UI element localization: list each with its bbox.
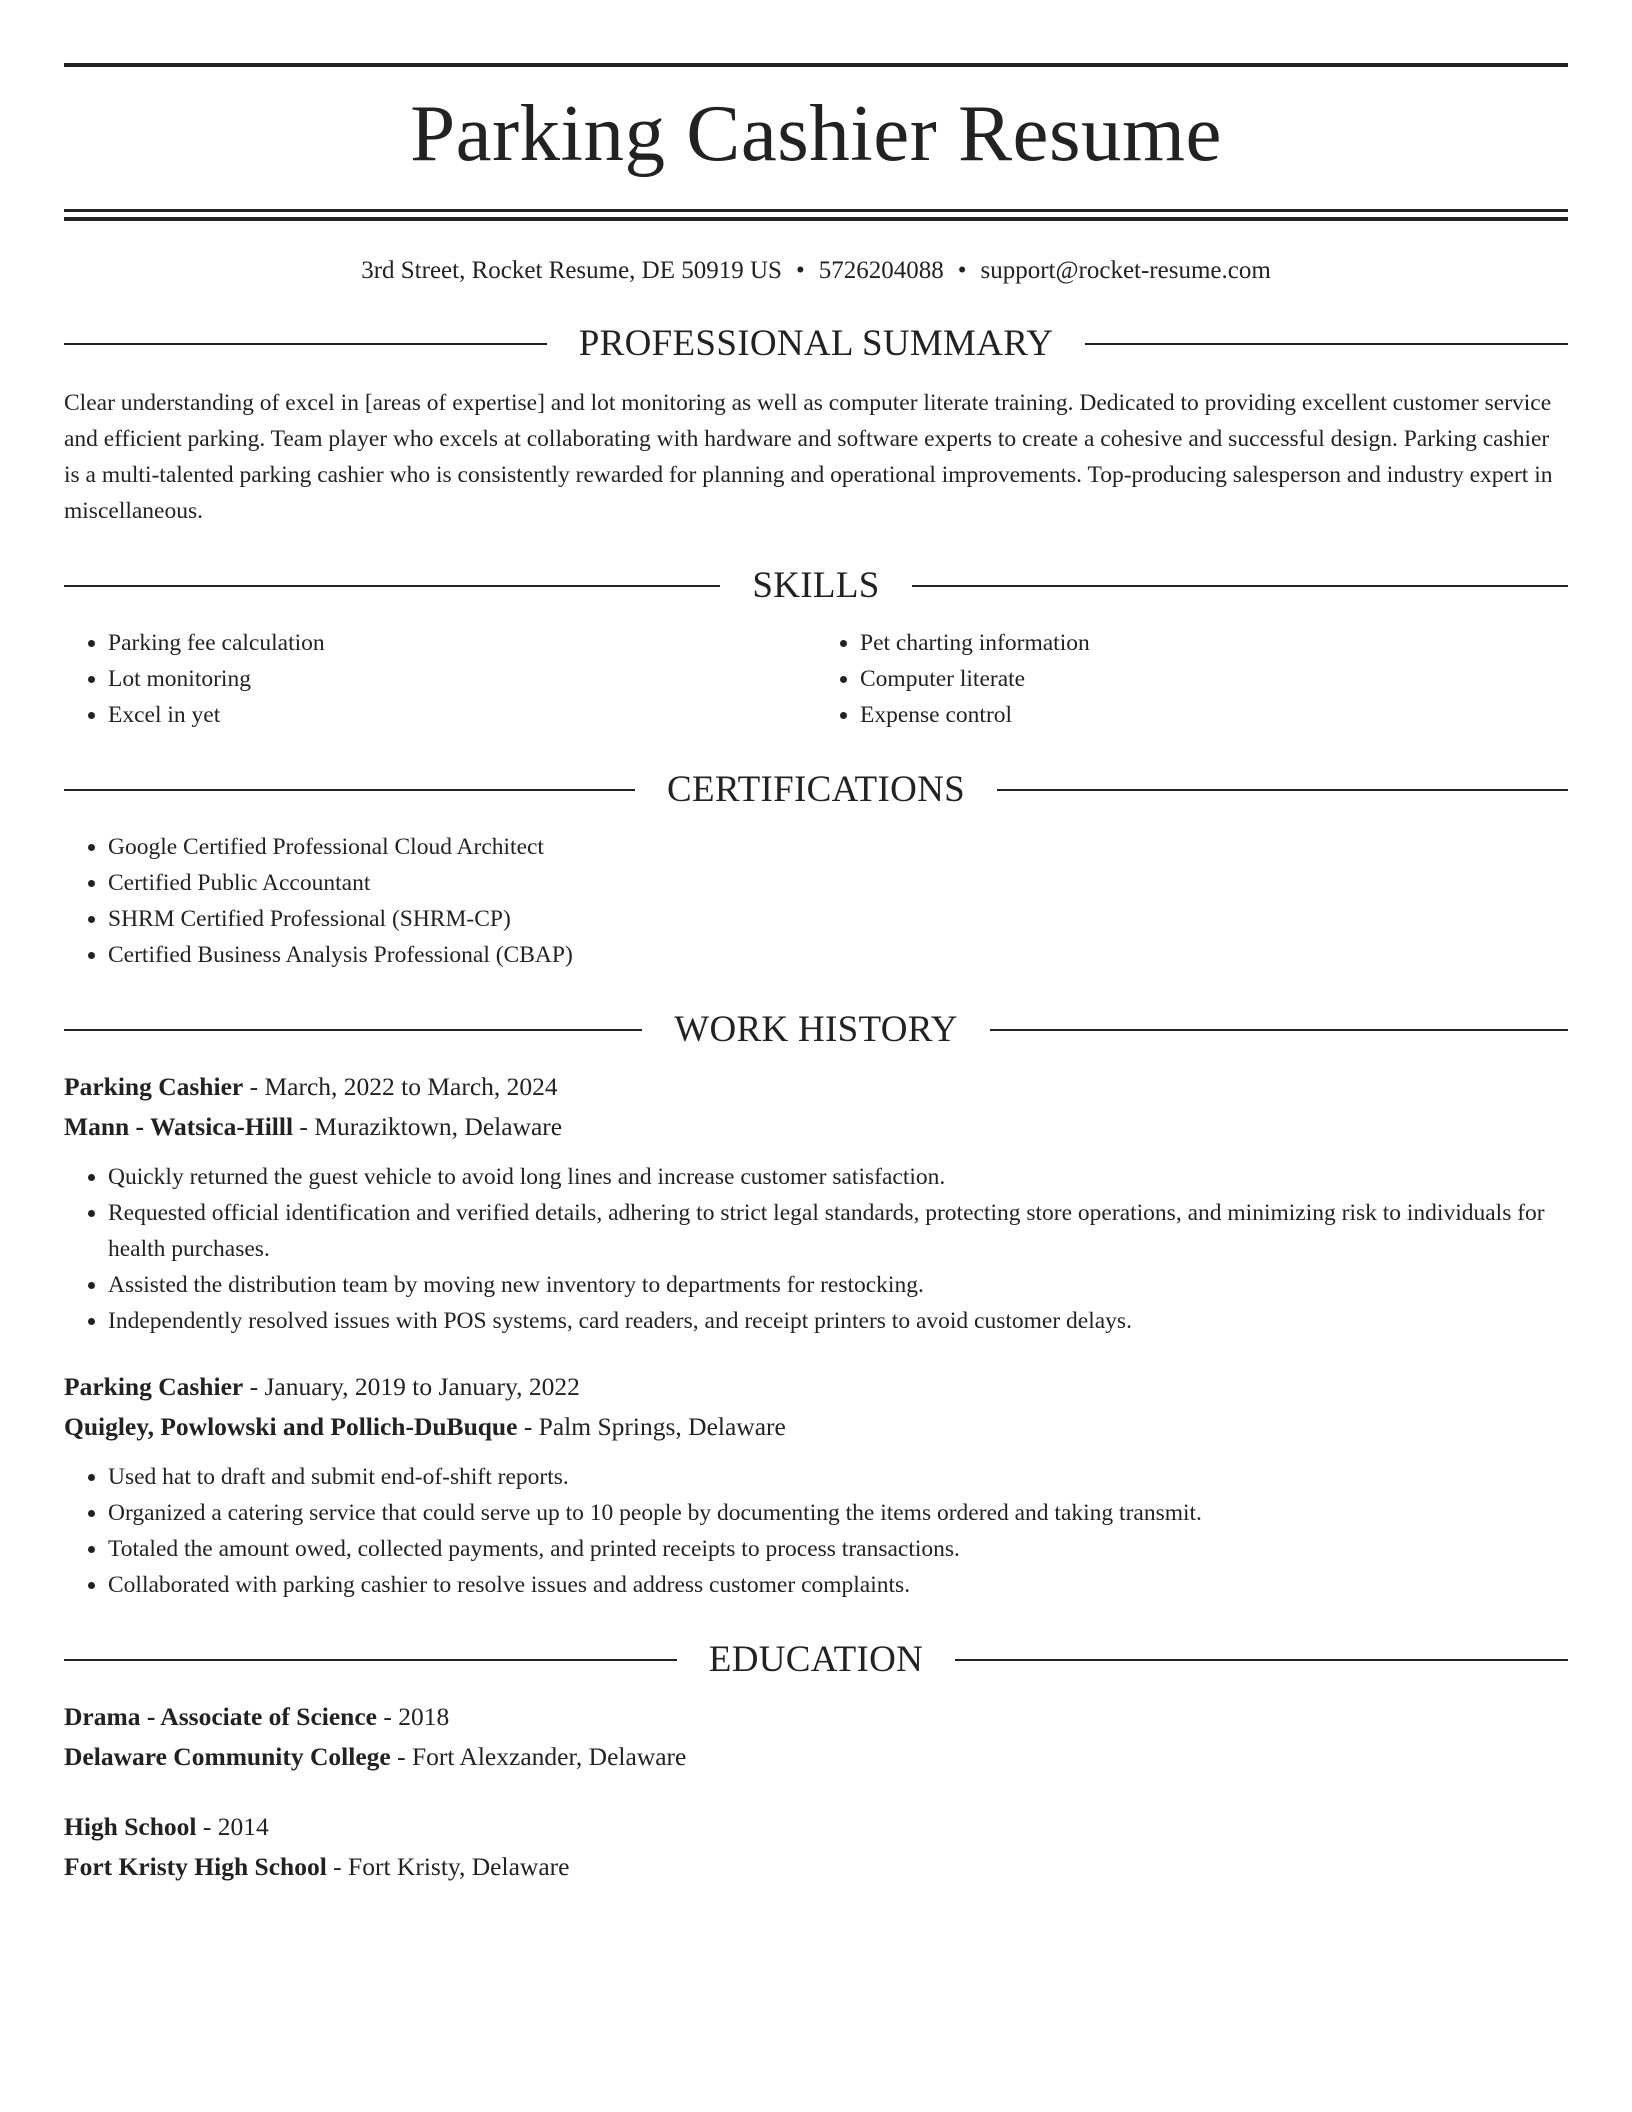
education-degree: High School — [64, 1812, 197, 1841]
summary-text: Clear understanding of excel in [areas of expertise] and lot monitoring as well as computer literate training. Dedicated to providing excellent customer service and efficient parking. Team player who excels at collaborating with hardware and software experts to create a cohesive and successful design. Parking cashier is a multi-talented parking cashier who is consistently rewarded for planning and operational improvements. Top-producing salesperson and industry expert in miscellaneous. — [64, 390, 1553, 524]
section-heading-work-history — [64, 1009, 1568, 1051]
education-school-line — [64, 1847, 1568, 1887]
section-heading-certifications — [64, 769, 1568, 811]
education-degree: Drama - Associate of Science — [64, 1702, 377, 1731]
contact-phone[interactable]: 5726204088 — [818, 257, 944, 284]
job-company-line — [64, 1107, 1568, 1147]
job-company: Quigley, Powlowski and Pollich-DuBuque — [64, 1412, 518, 1441]
skills-column-right — [816, 625, 1568, 733]
certification-item: • SHRM Certified Professional (SHRM-CP) — [108, 901, 1568, 937]
education-entry — [64, 1697, 1568, 1777]
job-location: - Muraziktown, Delaware — [293, 1112, 563, 1141]
job-duty-item: • Collaborated with parking cashier to resolve issues and address customer complaints. — [108, 1567, 1568, 1603]
job-title: Parking Cashier — [64, 1072, 244, 1101]
job-duty-item: • Organized a catering service that could serve up to 10 people by documenting the items ordered and taking transmit. — [108, 1495, 1568, 1531]
top-rule — [64, 63, 1568, 67]
education-school: Delaware Community College — [64, 1742, 391, 1771]
certification-item: • Certified Business Analysis Professional (CBAP) — [108, 937, 1568, 973]
contact-address: 3rd Street, Rocket Resume, DE 50919 US — [361, 257, 782, 284]
section-title: CERTIFICATIONS — [667, 769, 965, 810]
title-double-rule — [64, 209, 1568, 221]
heading-rule-left — [64, 789, 635, 791]
education-degree-line — [64, 1807, 1568, 1847]
heading-rule-left — [64, 1029, 642, 1031]
job-title-line — [64, 1367, 1568, 1407]
section-heading-skills — [64, 565, 1568, 607]
skill-item: • Computer literate — [860, 661, 1568, 697]
skill-item: • Pet charting information — [860, 625, 1568, 661]
heading-rule-left — [64, 1659, 677, 1661]
heading-rule-right — [990, 1029, 1568, 1031]
section-title: EDUCATION — [708, 1639, 924, 1680]
skills-list — [64, 625, 1568, 733]
job-duties-list — [64, 1159, 1568, 1339]
job-company-line — [64, 1407, 1568, 1447]
job-location: - Palm Springs, Delaware — [517, 1412, 786, 1441]
heading-rule-right — [1085, 343, 1568, 345]
heading-rule-right — [955, 1659, 1568, 1661]
section-title: SKILLS — [752, 565, 880, 606]
skill-item: • Lot monitoring — [108, 661, 816, 697]
job-entry — [64, 1367, 1568, 1603]
certifications-list — [64, 829, 1568, 973]
contact-line — [64, 255, 1568, 287]
heading-rule-right — [997, 789, 1568, 791]
job-entry — [64, 1067, 1568, 1339]
job-duty-item: • Totaled the amount owed, collected payments, and printed receipts to process transactions. — [108, 1531, 1568, 1567]
certification-item: • Certified Public Accountant — [108, 865, 1568, 901]
job-dates: - March, 2022 to March, 2024 — [243, 1072, 558, 1101]
section-title: WORK HISTORY — [674, 1009, 958, 1050]
contact-separator: • — [957, 257, 967, 284]
education-year: - 2018 — [377, 1702, 450, 1731]
heading-rule-left — [64, 343, 547, 345]
job-duties-list — [64, 1459, 1568, 1603]
job-duty-item: • Independently resolved issues with POS systems, card readers, and receipt printers to avoid customer delays. — [108, 1303, 1568, 1339]
job-company: Mann - Watsica-Hilll — [64, 1112, 294, 1141]
section-title: PROFESSIONAL SUMMARY — [578, 323, 1054, 364]
job-duty-item: • Requested official identification and verified details, adhering to strict legal standards, protecting store operations, and minimizing risk to individuals for health purchases. — [108, 1195, 1568, 1267]
certification-item: • Google Certified Professional Cloud Architect — [108, 829, 1568, 865]
job-title: Parking Cashier — [64, 1372, 244, 1401]
education-location: - Fort Kristy, Delaware — [326, 1852, 570, 1881]
job-duty-item: • Used hat to draft and submit end-of-shift reports. — [108, 1459, 1568, 1495]
contact-email[interactable]: support@rocket-resume.com — [980, 257, 1271, 284]
job-duty-item: • Assisted the distribution team by moving new inventory to departments for restocking. — [108, 1267, 1568, 1303]
resume-title: Parking Cashier Resume — [410, 88, 1222, 178]
education-location: - Fort Alexzander, Delaware — [390, 1742, 687, 1771]
education-school-line — [64, 1737, 1568, 1777]
skill-item: • Parking fee calculation — [108, 625, 816, 661]
section-heading-summary — [64, 323, 1568, 365]
education-degree-line — [64, 1697, 1568, 1737]
education-entry — [64, 1807, 1568, 1887]
heading-rule-left — [64, 585, 720, 587]
skill-item: • Excel in yet — [108, 697, 816, 733]
skill-item: • Expense control — [860, 697, 1568, 733]
education-school: Fort Kristy High School — [64, 1852, 327, 1881]
education-year: - 2014 — [196, 1812, 269, 1841]
job-duty-item: • Quickly returned the guest vehicle to avoid long lines and increase customer satisfaction. — [108, 1159, 1568, 1195]
skills-column-left — [64, 625, 816, 733]
job-dates: - January, 2019 to January, 2022 — [243, 1372, 580, 1401]
contact-separator: • — [795, 257, 805, 284]
job-title-line — [64, 1067, 1568, 1107]
heading-rule-right — [912, 585, 1568, 587]
section-heading-education — [64, 1639, 1568, 1681]
